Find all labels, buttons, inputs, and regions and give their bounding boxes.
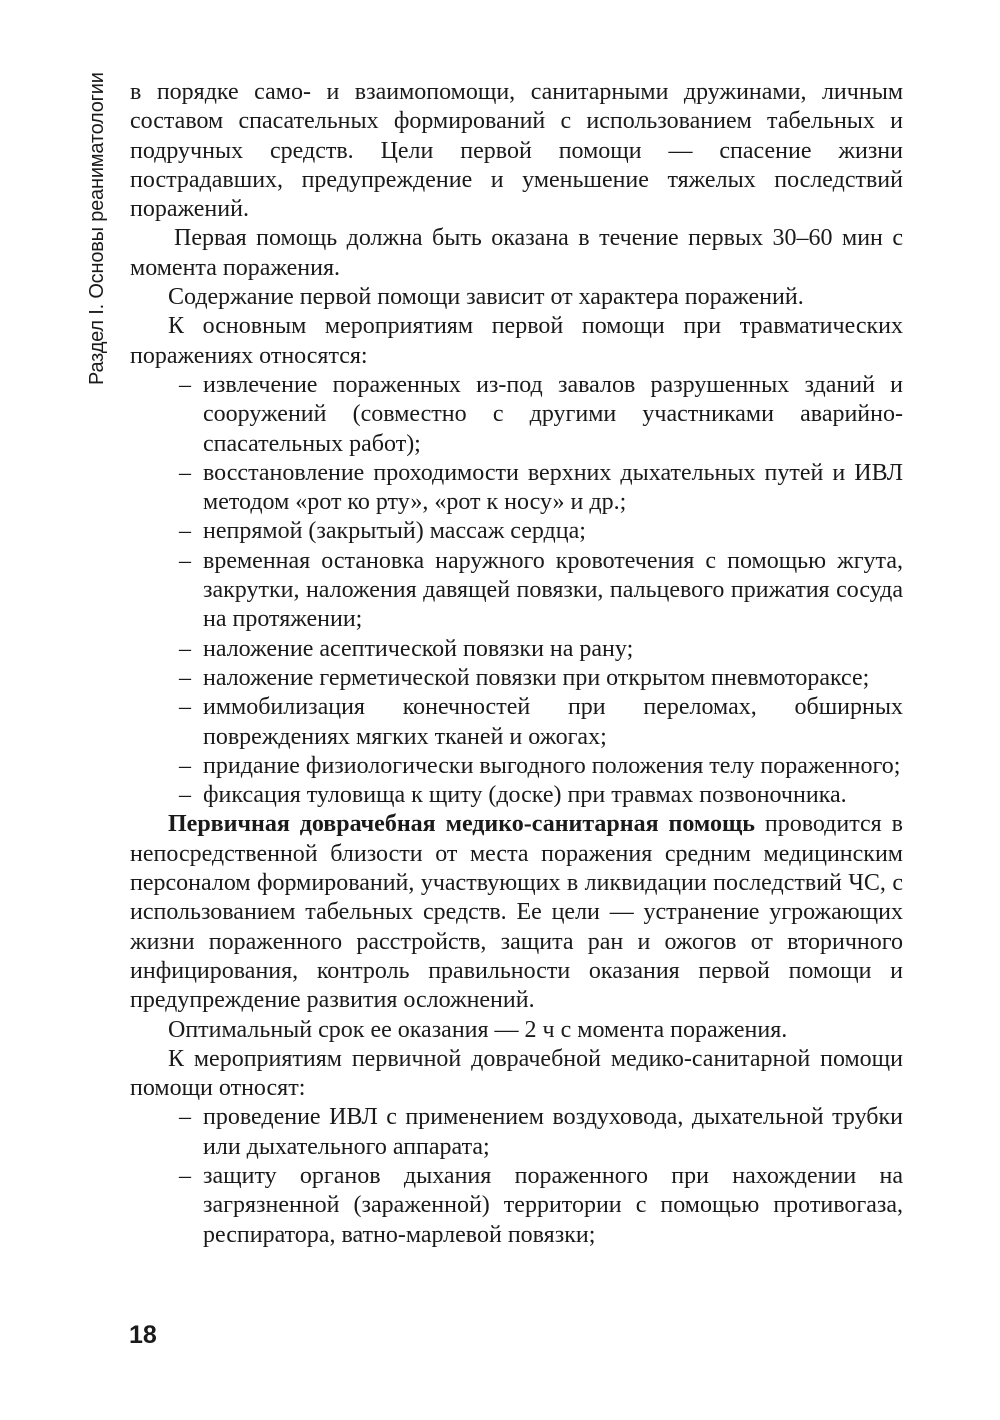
list-item: – извлечение пораженных из-под завалов разрушенных зданий и сооружений (совместно с другими участниками аварийно-спасательных работ); xyxy=(203,371,903,459)
list-item: – фиксация туловища к щиту (доске) при травмах позвоночника. xyxy=(203,781,903,810)
list-item: – наложение асептической повязки на рану; xyxy=(203,635,903,664)
list-item: – иммобилизация конечностей при переломах, обширных повреждениях мягких тканей и ожогах; xyxy=(203,693,903,752)
paragraph-text: проводится в непосредственной близости от места поражения средним медицинским персоналом формирований, участвующих в ликвидации последствий ЧС, с использованием табельных средств. Ее цели — устранение угрожающих жизни пораженного расстройств, защита ран и ожогов от вторичного инфицирования, контроль правильности оказания первой помощи и предупреждение развития осложнений. xyxy=(130,811,903,1014)
running-head: Раздел I. Основы реаниматологии xyxy=(86,72,108,385)
first-aid-measures-list xyxy=(130,371,903,810)
paragraph: Оптимальный срок ее оказания — 2 ч с момента поражения. xyxy=(168,1016,788,1043)
list-item: – непрямой (закрытый) массаж сердца; xyxy=(203,517,903,546)
list-item: – придание физиологически выгодного положения телу пораженного; xyxy=(203,752,903,781)
list-item: – защиту органов дыхания пораженного при нахождении на загрязненной (зараженной) территории с помощью противогаза, респиратора, ватно-марлевой повязки; xyxy=(203,1162,903,1250)
bold-term: Первичная доврачебная медико-санитарная помощь xyxy=(168,811,755,838)
page-number: 18 xyxy=(129,1321,157,1349)
paragraph: К основным мероприятиям первой помощи при травматических поражениях относятся: xyxy=(130,313,903,369)
paragraph: К мероприятиям первичной доврачебной медико-санитарной помощи помощи относят: xyxy=(130,1045,903,1102)
paragraph xyxy=(130,810,903,1015)
main-text xyxy=(130,78,903,1250)
list-item: – временная остановка наружного кровотечения с помощью жгута, закрутки, наложения давящей повязки, пальцевого прижатия сосуда на протяжении; xyxy=(203,547,903,635)
prehospital-measures-list xyxy=(130,1103,903,1249)
paragraph: Содержание первой помощи зависит от характера поражений. xyxy=(168,284,804,311)
list-item: – наложение герметической повязки при открытом пневмотораксе; xyxy=(203,664,903,693)
paragraph: в порядке само- и взаимопомощи, санитарными дружинами, личным составом спасательных формирований с использованием табельных и подручных средств. Цели первой помощи — спасение жизни пострадавших, предупреждение и уменьшение тяжелых последствий поражений. xyxy=(130,79,903,223)
list-item: – проведение ИВЛ с применением воздуховода, дыхательной трубки или дыхательного аппарата; xyxy=(203,1103,903,1162)
paragraph: Первая помощь должна быть оказана в течение первых 30–60 мин с момента поражения. xyxy=(130,225,903,281)
list-item: – восстановление проходимости верхних дыхательных путей и ИВЛ методом «рот ко рту», «рот к носу» и др.; xyxy=(203,459,903,518)
